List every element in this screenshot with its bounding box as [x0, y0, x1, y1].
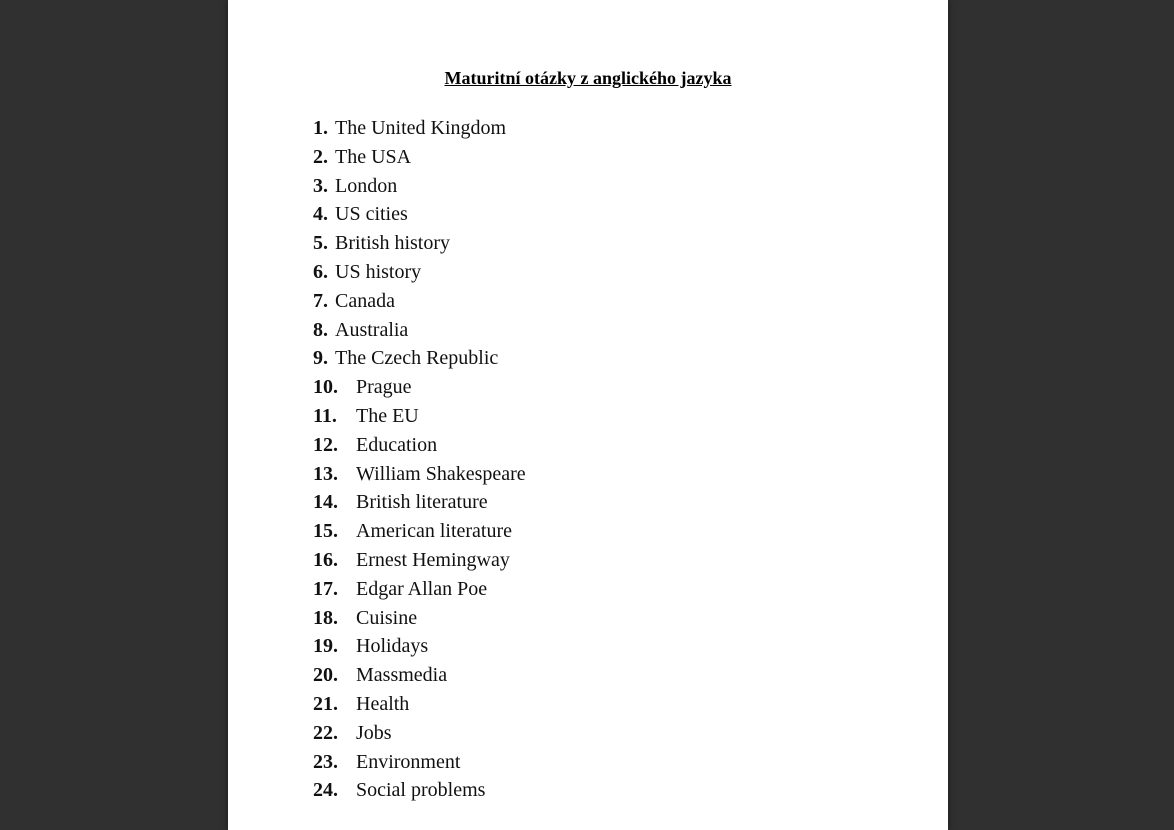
list-item [313, 229, 526, 258]
item-label: American literature [356, 520, 513, 543]
list-item [313, 402, 526, 431]
list-item [313, 431, 526, 460]
item-number: 21. [313, 692, 338, 715]
item-label: US history [335, 260, 422, 283]
item-label: British history [335, 232, 451, 255]
list-item [313, 719, 526, 748]
item-label: Edgar Allan Poe [356, 577, 488, 600]
item-number: 16. [313, 548, 338, 571]
list-item [313, 258, 526, 287]
item-number: 18. [313, 606, 338, 629]
item-label: Health [356, 692, 410, 715]
item-number: 23. [313, 750, 338, 773]
item-label: Holidays [356, 635, 429, 658]
item-label: The United Kingdom [335, 117, 507, 139]
item-label: Environment [356, 750, 461, 773]
item-label: The Czech Republic [335, 347, 499, 370]
item-label: Jobs [356, 721, 392, 744]
item-label: Massmedia [356, 664, 448, 687]
list-item [313, 776, 526, 805]
item-number: 14. [313, 491, 338, 514]
item-label: The EU [356, 404, 419, 427]
document-page [228, 0, 948, 830]
item-number: 19. [313, 635, 338, 658]
list-item [313, 200, 526, 229]
item-number: 15. [313, 520, 338, 543]
item-number: 24. [313, 779, 338, 802]
item-label: British literature [356, 491, 488, 514]
item-number: 20. [313, 664, 338, 687]
item-number: 13. [313, 462, 338, 485]
item-label: Education [356, 433, 438, 456]
item-label: Ernest Hemingway [356, 548, 510, 571]
list-item [313, 373, 526, 402]
item-number: 7. [313, 289, 328, 312]
item-number: 10. [313, 376, 338, 399]
list-item [313, 316, 526, 345]
item-label: William Shakespeare [356, 462, 526, 485]
item-number: 2. [313, 145, 328, 168]
list-item [313, 344, 526, 373]
item-label: London [335, 174, 398, 197]
item-number: 8. [313, 318, 328, 341]
item-label: Prague [356, 376, 412, 399]
item-number: 11. [313, 404, 337, 427]
item-label: Cuisine [356, 606, 418, 629]
list-item [313, 517, 526, 546]
item-label: The USA [335, 145, 412, 168]
item-number: 12. [313, 433, 338, 456]
list-item [313, 460, 526, 489]
item-label: Australia [335, 318, 409, 341]
list-item [313, 114, 526, 143]
list-item [313, 575, 526, 604]
item-number: 3. [313, 174, 328, 197]
list-item [313, 143, 526, 172]
item-number: 4. [313, 203, 328, 226]
list-item [313, 632, 526, 661]
item-number: 6. [313, 260, 328, 283]
list-item [313, 546, 526, 575]
item-number: 22. [313, 721, 338, 744]
topic-list [313, 114, 526, 805]
page-title: Maturitní otázky z anglického jazyka [444, 68, 732, 88]
item-number: 9. [313, 347, 328, 370]
list-item [313, 748, 526, 777]
list-item [313, 287, 526, 316]
list-item [313, 604, 526, 633]
item-label: Social problems [356, 779, 486, 802]
list-item [313, 661, 526, 690]
list-item [313, 488, 526, 517]
item-label: Canada [335, 289, 395, 312]
list-item [313, 172, 526, 201]
list-item [313, 690, 526, 719]
item-number: 5. [313, 232, 328, 255]
item-number: 1. [313, 117, 328, 139]
item-number: 17. [313, 577, 338, 600]
item-label: US cities [335, 203, 408, 226]
